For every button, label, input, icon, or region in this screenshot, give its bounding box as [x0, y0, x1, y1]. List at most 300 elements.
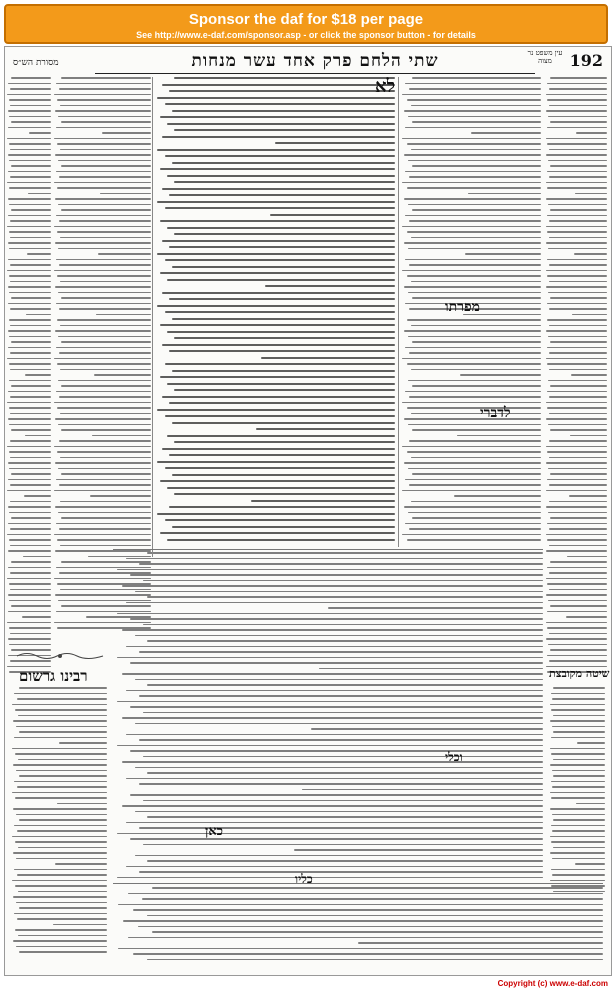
text-line	[59, 528, 151, 530]
text-line	[412, 517, 541, 519]
section-divider	[113, 549, 543, 550]
text-line	[549, 484, 607, 486]
text-line	[551, 869, 605, 871]
text-line	[139, 783, 543, 785]
text-line	[548, 380, 607, 382]
text-line	[135, 723, 544, 725]
text-line	[59, 352, 151, 354]
text-line	[14, 825, 107, 827]
text-line	[549, 413, 607, 415]
text-line	[546, 402, 607, 404]
text-line	[15, 753, 107, 755]
text-line	[547, 127, 607, 129]
text-line	[13, 940, 107, 942]
text-line	[10, 440, 51, 442]
text-line	[18, 935, 107, 937]
text-line	[117, 877, 543, 879]
text-line	[408, 468, 541, 470]
text-line	[60, 149, 151, 151]
text-line	[169, 298, 395, 300]
text-line	[143, 800, 543, 802]
text-line	[55, 418, 151, 420]
text-line	[547, 627, 607, 629]
text-line	[547, 143, 607, 145]
text-line	[117, 833, 543, 835]
text-line	[56, 215, 151, 217]
text-line	[61, 165, 151, 167]
text-line	[130, 706, 543, 708]
text-line	[61, 77, 151, 79]
text-line	[16, 858, 107, 860]
text-line	[160, 376, 395, 378]
text-line	[8, 110, 51, 112]
text-line	[551, 825, 605, 827]
text-line	[172, 526, 395, 528]
text-line	[549, 572, 607, 574]
text-line	[13, 852, 107, 854]
text-line	[275, 142, 395, 144]
text-line	[404, 418, 541, 420]
text-line	[126, 646, 543, 648]
sponsor-subtitle[interactable]: See http://www.e-daf.com/sponsor.asp - or click the sponsor button - for details	[136, 30, 476, 40]
text-line	[547, 99, 607, 101]
text-line	[138, 926, 604, 928]
right-margin-glosses	[545, 77, 607, 677]
text-line	[143, 580, 543, 582]
text-line	[553, 819, 605, 821]
text-line	[409, 264, 541, 266]
text-line	[9, 160, 51, 162]
text-line	[548, 512, 607, 514]
text-line	[407, 275, 541, 277]
text-line	[9, 468, 51, 470]
text-line	[169, 246, 395, 248]
text-line	[402, 226, 541, 228]
text-line	[549, 528, 607, 530]
text-line	[157, 305, 395, 307]
text-line	[11, 341, 51, 343]
text-line	[55, 154, 151, 156]
text-line	[55, 330, 151, 332]
text-line	[8, 462, 51, 464]
text-line	[408, 512, 541, 514]
text-line	[547, 171, 607, 173]
text-line	[546, 638, 607, 640]
text-line	[16, 902, 107, 904]
text-line	[404, 110, 541, 112]
text-line	[61, 429, 151, 431]
sponsor-banner[interactable]	[4, 4, 608, 44]
text-line	[546, 138, 607, 140]
text-line	[130, 574, 543, 576]
text-line	[546, 490, 607, 492]
text-line	[552, 830, 605, 832]
text-line	[547, 275, 607, 277]
text-line	[402, 94, 541, 96]
text-line	[12, 880, 107, 882]
text-line	[7, 446, 51, 448]
text-line	[328, 607, 543, 609]
text-line	[412, 165, 541, 167]
text-line	[411, 149, 541, 151]
text-line	[59, 396, 151, 398]
text-line	[130, 794, 543, 796]
text-line	[9, 407, 51, 409]
text-line	[8, 242, 51, 244]
text-line	[404, 506, 541, 508]
text-line	[7, 578, 51, 580]
text-line	[117, 701, 543, 703]
text-line	[56, 303, 151, 305]
ornament-divider	[15, 651, 105, 661]
text-line	[60, 501, 151, 503]
text-line	[160, 480, 395, 482]
text-line	[54, 138, 151, 140]
text-line	[54, 446, 151, 448]
text-line	[61, 385, 151, 387]
text-line	[117, 745, 543, 747]
text-line	[546, 462, 607, 464]
text-line	[551, 693, 605, 695]
text-line	[17, 698, 107, 700]
text-line	[9, 539, 51, 541]
text-line	[162, 448, 395, 450]
text-line	[549, 264, 607, 266]
text-line	[19, 819, 107, 821]
text-line	[549, 589, 607, 591]
text-line	[547, 187, 607, 189]
text-line	[15, 929, 107, 931]
text-line	[100, 193, 151, 195]
text-line	[57, 143, 151, 145]
text-line	[169, 194, 395, 196]
text-line	[10, 396, 51, 398]
text-line	[10, 572, 51, 574]
text-line	[17, 918, 107, 920]
text-line	[12, 748, 107, 750]
text-line	[405, 523, 541, 525]
text-line	[147, 816, 543, 818]
text-line	[402, 270, 541, 272]
text-line	[55, 286, 151, 288]
text-line	[407, 407, 541, 409]
text-line	[157, 149, 395, 151]
text-line	[408, 116, 541, 118]
text-line	[576, 132, 607, 134]
text-line	[165, 311, 395, 313]
text-line	[405, 391, 541, 393]
text-line	[55, 242, 151, 244]
text-line	[549, 396, 607, 398]
text-line	[407, 451, 541, 453]
text-line	[56, 259, 151, 261]
text-line	[8, 198, 51, 200]
text-line	[546, 550, 607, 552]
text-line	[25, 435, 51, 437]
text-line	[549, 501, 607, 503]
text-line	[11, 561, 51, 563]
text-line	[460, 374, 541, 376]
text-line	[92, 435, 151, 437]
text-line	[58, 336, 151, 338]
text-line	[9, 512, 51, 514]
text-line	[162, 396, 395, 398]
text-line	[8, 83, 51, 85]
text-line	[550, 605, 607, 607]
text-line	[19, 907, 107, 909]
copyright-notice[interactable]: Copyright (c) www.e-daf.com	[497, 979, 608, 988]
text-line	[54, 270, 151, 272]
page-header: שתי הלחם פרק אחד עשר מנחות	[191, 51, 439, 71]
text-line	[61, 121, 151, 123]
text-line	[8, 391, 51, 393]
text-line	[16, 770, 107, 772]
text-line	[61, 473, 151, 475]
text-line	[130, 618, 543, 620]
text-line	[143, 844, 543, 846]
text-line	[409, 528, 541, 530]
text-line	[566, 616, 607, 618]
text-line	[547, 391, 607, 393]
text-line	[405, 83, 541, 85]
text-line	[126, 734, 543, 736]
text-line	[59, 440, 151, 442]
text-line	[58, 424, 151, 426]
text-line	[28, 193, 51, 195]
text-line	[548, 248, 607, 250]
text-line	[411, 501, 541, 503]
text-line	[54, 182, 151, 184]
text-line	[407, 143, 541, 145]
text-line	[139, 563, 543, 565]
text-line	[550, 808, 605, 810]
text-line	[147, 640, 543, 642]
text-line	[409, 88, 541, 90]
text-line	[402, 402, 541, 404]
text-line	[550, 792, 605, 794]
text-line	[567, 556, 607, 558]
text-line	[157, 513, 395, 515]
text-line	[411, 413, 541, 415]
text-line	[409, 176, 541, 178]
text-line	[553, 847, 605, 849]
text-line	[139, 827, 543, 829]
text-line	[143, 756, 543, 758]
sponsor-title[interactable]: Sponsor the daf for $18 per page	[188, 11, 424, 28]
text-line	[10, 369, 51, 371]
text-line	[552, 786, 605, 788]
text-line	[550, 836, 605, 838]
text-line	[57, 275, 151, 277]
text-line	[19, 775, 107, 777]
text-line	[122, 629, 543, 631]
text-line	[547, 479, 607, 481]
text-line	[10, 220, 51, 222]
text-line	[54, 402, 151, 404]
text-line	[10, 176, 51, 178]
text-line	[546, 446, 607, 448]
text-line	[572, 314, 607, 316]
text-line	[404, 330, 541, 332]
text-line	[162, 136, 395, 138]
text-line	[135, 591, 544, 593]
text-line	[126, 690, 543, 692]
text-line	[59, 176, 151, 178]
text-line	[547, 567, 607, 569]
text-line	[405, 127, 541, 129]
text-line	[130, 838, 543, 840]
text-line	[547, 259, 607, 261]
text-line	[454, 495, 541, 497]
text-line	[11, 385, 51, 387]
text-line	[10, 281, 51, 283]
text-line	[16, 726, 107, 728]
text-line	[147, 915, 603, 917]
text-line	[167, 279, 395, 281]
text-line	[160, 272, 395, 274]
text-line	[8, 286, 51, 288]
footnotes	[113, 887, 603, 967]
text-line	[9, 248, 51, 250]
text-line	[547, 451, 607, 453]
text-line	[548, 644, 607, 646]
text-line	[402, 138, 541, 140]
text-line	[549, 308, 607, 310]
text-line	[547, 231, 607, 233]
text-line	[546, 198, 607, 200]
text-line	[553, 731, 605, 733]
text-line	[135, 679, 544, 681]
text-line	[405, 479, 541, 481]
text-line	[548, 204, 607, 206]
text-line	[552, 874, 605, 876]
text-line	[550, 385, 607, 387]
text-line	[139, 871, 543, 873]
column-divider	[398, 77, 399, 547]
text-line	[98, 253, 151, 255]
text-line	[294, 849, 543, 851]
text-line	[172, 474, 395, 476]
text-line	[9, 292, 51, 294]
text-line	[167, 331, 395, 333]
text-line	[130, 662, 543, 664]
text-line	[167, 383, 395, 385]
text-line	[25, 374, 51, 376]
text-line	[9, 275, 51, 277]
lower-commentary	[113, 552, 543, 882]
text-line	[174, 337, 395, 339]
ein-mishpat-header: עין משפט נר מצוה	[527, 49, 563, 65]
text-line	[122, 717, 543, 719]
text-line	[10, 308, 51, 310]
text-line	[147, 860, 543, 862]
text-line	[60, 237, 151, 239]
text-line	[8, 611, 51, 613]
text-line	[547, 215, 607, 217]
text-line	[57, 803, 107, 805]
text-line	[10, 633, 51, 635]
text-line	[8, 523, 51, 525]
text-line	[135, 855, 544, 857]
text-line	[319, 668, 543, 670]
text-line	[409, 352, 541, 354]
text-line	[172, 422, 395, 424]
text-line	[12, 792, 107, 794]
text-line	[126, 822, 543, 824]
text-line	[147, 772, 543, 774]
text-line	[122, 805, 543, 807]
text-line	[167, 487, 395, 489]
text-line	[407, 187, 541, 189]
text-line	[60, 545, 151, 547]
text-line	[551, 737, 605, 739]
text-line	[167, 175, 395, 177]
text-line	[10, 484, 51, 486]
text-line	[10, 237, 51, 239]
text-line	[7, 182, 51, 184]
text-line	[167, 123, 395, 125]
text-line	[118, 948, 603, 950]
text-line	[402, 358, 541, 360]
text-line	[61, 517, 151, 519]
text-line	[165, 519, 395, 521]
text-line	[546, 622, 607, 624]
text-line	[546, 594, 607, 596]
text-line	[11, 297, 51, 299]
text-line	[172, 318, 395, 320]
text-line	[54, 358, 151, 360]
text-line	[571, 374, 607, 376]
text-line	[7, 138, 51, 140]
text-line	[18, 759, 107, 761]
text-line	[135, 811, 544, 813]
text-line	[405, 215, 541, 217]
text-line	[165, 207, 395, 209]
text-line	[404, 286, 541, 288]
commentary-heading: מפרתו	[445, 299, 480, 315]
text-line	[165, 259, 395, 261]
text-line	[61, 297, 151, 299]
text-line	[57, 539, 151, 541]
text-line	[412, 429, 541, 431]
text-line	[550, 880, 605, 882]
section-divider	[113, 883, 603, 884]
text-line	[18, 715, 107, 717]
text-line	[174, 181, 395, 183]
text-line	[172, 266, 395, 268]
text-line	[9, 99, 51, 101]
text-line	[548, 292, 607, 294]
text-line	[8, 418, 51, 420]
text-line	[471, 132, 541, 134]
text-line	[550, 720, 605, 722]
text-line	[412, 209, 541, 211]
text-line	[547, 319, 607, 321]
text-line	[547, 407, 607, 409]
text-line	[553, 687, 605, 689]
text-line	[160, 324, 395, 326]
text-line	[11, 517, 51, 519]
text-line	[405, 259, 541, 261]
talmud-page	[4, 46, 612, 976]
text-line	[547, 539, 607, 541]
text-line	[60, 369, 151, 371]
text-line	[546, 242, 607, 244]
text-line	[9, 451, 51, 453]
text-line	[9, 363, 51, 365]
text-line	[55, 863, 107, 865]
text-line	[411, 237, 541, 239]
